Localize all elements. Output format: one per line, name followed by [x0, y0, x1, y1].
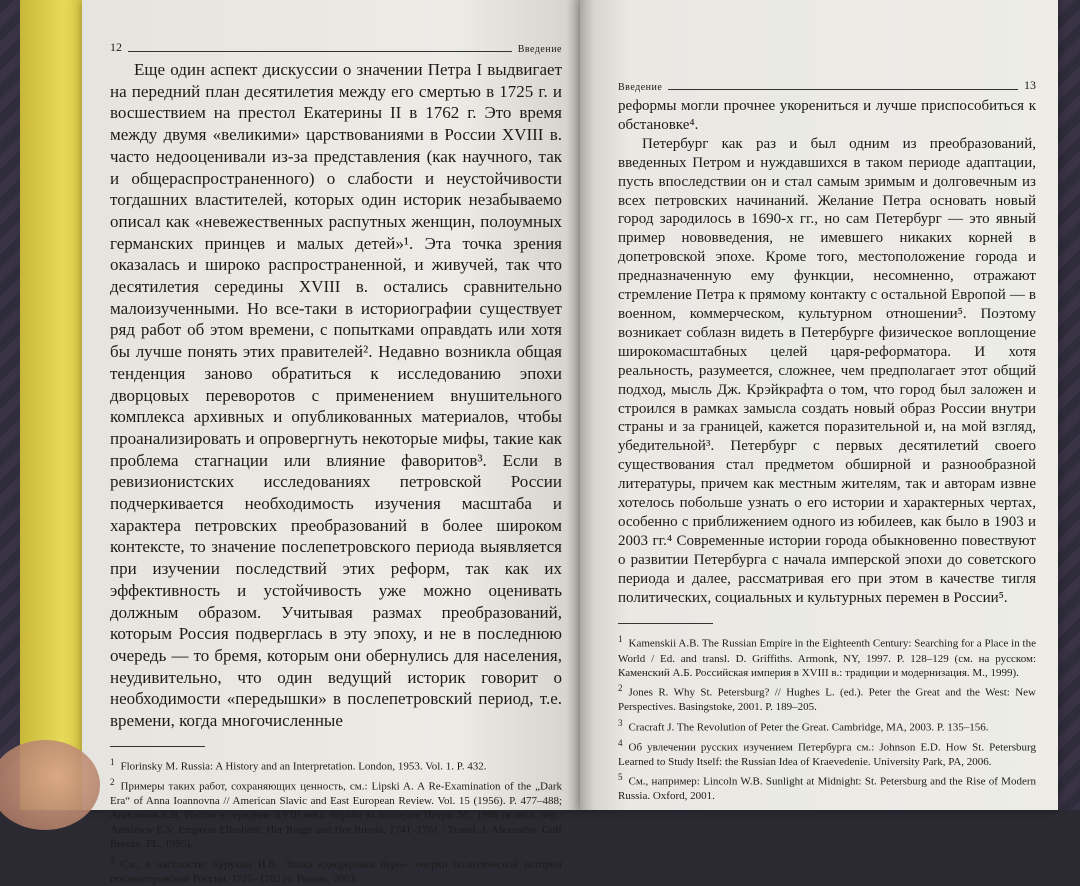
right-page-number: 13 [1024, 78, 1036, 92]
footnote [110, 775, 562, 852]
right-paragraph-1: реформы могли прочнее укорениться и лучше приспособиться к обстановке⁴. [618, 98, 1036, 133]
footnote [618, 632, 1036, 680]
right-footnote-rule [618, 623, 713, 624]
footnote-text: Jones R. Why St. Petersburg? // Hughes L. (ed.). Peter the Great and the West: New Perspectives. Basingstoke, 2001. P. 189–205. [618, 687, 1036, 714]
left-footnote-rule [110, 746, 205, 747]
left-running-head-title: Введение [517, 44, 562, 55]
right-page [580, 0, 1058, 810]
footnote-text: Florinsky M. Russia: A History and an Interpretation. London, 1953. Vol. 1. P. 432. [120, 760, 487, 773]
left-page [82, 0, 580, 885]
thumb-holding-book [0, 740, 100, 830]
footnote-number: 3 [618, 717, 623, 728]
footnote-text: См., например: Lincoln W.B. Sunlight at Midnight: St. Petersburg and the Rise of Modern Russia. Oxford, 2001. [618, 776, 1036, 803]
footnote-number: 5 [618, 772, 623, 783]
left-page-number: 12 [110, 40, 122, 54]
footnote-text: См., в частности: Курукин И.В. Эпоха «дворцовых бурь»: очерки политической истории послепетровской России. 1725–1762 гг. Рязань, 2003. [110, 858, 562, 885]
footnote [618, 770, 1036, 803]
footnote-number: 2 [110, 776, 115, 787]
footnote-number: 1 [110, 756, 115, 767]
footnote [618, 736, 1036, 769]
footnote [110, 755, 562, 774]
book-gutter-shadow [566, 0, 594, 810]
footnote [618, 716, 1036, 735]
footnote-number: 1 [618, 634, 623, 645]
left-body-text [110, 59, 562, 732]
footnote [110, 853, 562, 886]
footnote-number: 4 [618, 737, 623, 748]
right-running-head [618, 78, 1036, 93]
right-head-rule [668, 89, 1018, 90]
footnote-number: 3 [110, 854, 115, 865]
footnote-number: 2 [618, 683, 623, 694]
footnote-text: Примеры таких работ, сохраняющих ценность, см.: Lipski A. A Re-Examination of the „Dark Era“ of Anna Ioannovna // American Slavic and East European Review. Vol. 15 (1956). P. 477–488; Анисимов Е.В. Россия в середине XVIII века: борьба за наследие Петра. М., 1986 (в англ. пер.: Anisimov E.V. Empress Elisabeth: Her Reign and Her Russia, 1741–1761 / Transl. J. Alexander. Gulf Breeze, FL, 1995). [110, 780, 562, 851]
right-body-text [618, 97, 1036, 607]
left-paragraph-1: Еще один аспект дискуссии о значении Петра I выдвигает на передний план десятилетия между его смертью в 1725 г. и восшествием на престол Екатерины II в 1762 г. Это время между двумя «великими» царствованиями в России XVIII в. часто недооценивали из-за представления (как научного, так и общераспространенного) о слабости и неустойчивости тогдашних властителей, которых один историк незабываемо описал как «невежественных распутных женщин, полоумных германских принцев и малых детей»¹. Эта точка зрения оказалась и широко распространенной, и живучей, так что десятилетия середины XVIII в. остались сравнительно малоизученными. Но все-таки в историографии существует ряд работ об этом времени, с попытками оправдать или хотя бы лучше понять этих правителей². Недавно возникла общая тенденция заново обратиться к исследованию эпохи дворцовых переворотов с применением внушительного комплекса архивных и опубликованных материалов, чтобы проанализировать и опровергнуть некоторые мифы, такие как проблема стагнации или влияние фаворитов³. Если в ревизионистских исследованиях петровской России подчеркивается необходимость изучения масштаба и характера петровских преобразований в более широком контексте, то значение послепетровского периода выявляется при изучении последствий этих реформ, так как их эффективность и устойчивость уже можно оценивать должным образом. Учитывая размах преобразований, которым Россия подверглась в эту эпоху, и не в последнюю очередь — то бремя, которым они обернулись для населения, неудивительно, что один ведущий историк говорит о необходимости «передышки» в послепетровский период, т.е. времени, когда многочисленные [110, 60, 562, 731]
right-footnotes [618, 632, 1036, 803]
footnote [618, 681, 1036, 714]
footnote-text: Kamenskii A.B. The Russian Empire in the Eighteenth Century: Searching for a Place in the World / Ed. and transl. D. Griffiths. Armonk, NY, 1997. P. 128–129 (см. на русском: Каменский А.Б. Российская империя в XVIII в.: традиции и модернизация. М., 1999). [618, 638, 1036, 679]
footnote-text: Cracraft J. The Revolution of Peter the Great. Cambridge, MA, 2003. P. 135–156. [628, 721, 989, 734]
book-cover-edge [20, 0, 90, 810]
right-paragraph-2: Петербург как раз и был одним из преобразований, введенных Петром и нуждавшихся в таком периоде адаптации, пусть впоследствии он и стал самым зримым и долговечным из всех петровских начинаний. Желание Петра основать новый город зародилось в 1690-х гг., но сам Петербург — это явный пример нововведения, не имевшего никаких корней в допетровской эпохе. Кроме того, местоположение города и предназначенную ему функции, несомненно, отражают стремление Петра к прямому контакту с остальной Европой — в военном, коммерческом, культурном отношении⁵. Поэтому возникает соблазн видеть в Петербурге физическое воплощение широкомасштабных целей царя-реформатора. И хотя реальность, разумеется, сложнее, чем предполагает этот общий подход, мысль Дж. Крэйкрафта о том, что город был заложен и строился в рамках замысла создать новый образ России внутри страны и за границей, кажется поразительной и, на мой взгляд, убедительной³. Петербург с первых десятилетий своего существования стал предметом обширной и разнообразной литературы, причем как местным жителям, так и авторам извне хотелось побольше узнать о его истории и характерных чертах, особенно с приближением одного из юбилеев, как было в 1903 и 2003 гг.⁴ Современные истории города обыкновенно повествуют о развитии Петербурга с начала имперской эпохи до советского периода и далее, рассматривая его при этом в качестве тигля политических, социальных и культурных перемен в России⁵. [618, 135, 1036, 606]
left-running-head [110, 40, 562, 55]
left-footnotes [110, 755, 562, 886]
footnote-text: Об увлечении русских изучением Петербурга см.: Johnson E.D. How St. Petersburg Learned to Study Itself: the Russian Idea of Kraevedenie. University Park, PA, 2006. [618, 741, 1036, 768]
right-running-head-title: Введение [618, 82, 663, 93]
left-head-rule [128, 51, 512, 52]
